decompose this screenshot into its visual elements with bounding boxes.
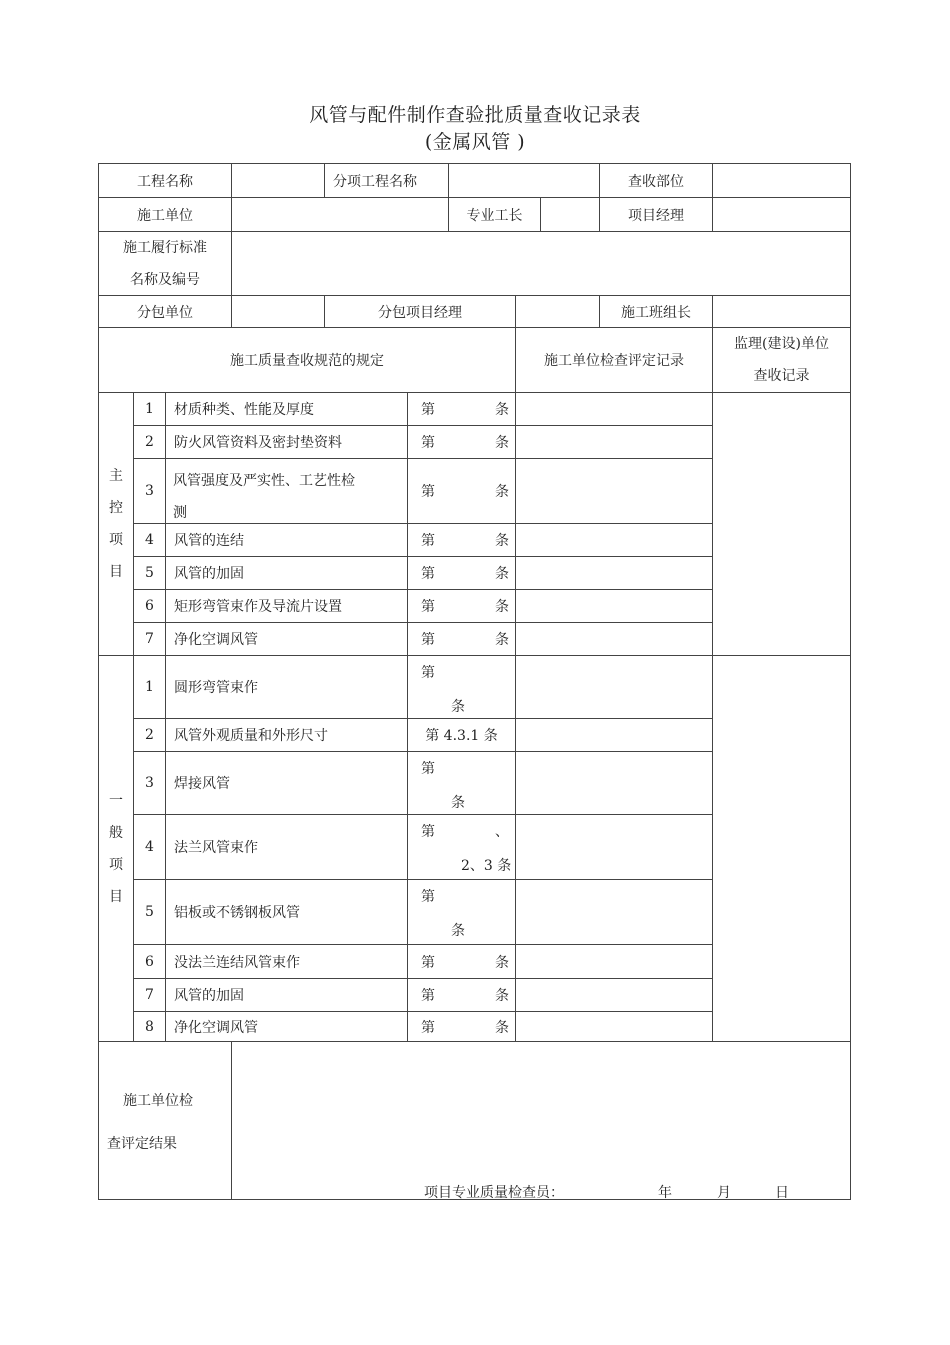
item-description: 净化空调风管 — [165, 1011, 408, 1042]
subcontract-unit-field[interactable] — [231, 295, 325, 328]
item-description: 风管的加固 — [165, 978, 408, 1012]
label-sub-project-name: 分项工程名称 — [324, 163, 449, 198]
item-clause-suffix: 条 — [495, 1019, 509, 1036]
item-number: 5 — [133, 556, 166, 590]
item-description: 矩形弯管束作及导流片设置 — [165, 589, 408, 623]
item-number: 2 — [133, 425, 166, 459]
item-clause-suffix: 条 — [495, 988, 509, 1004]
item-clause-prefix: 第 — [421, 889, 435, 905]
item-clause-line1 — [421, 886, 515, 906]
item-clause-prefix: 第 — [421, 484, 435, 500]
item-record-field[interactable] — [515, 458, 713, 524]
result-field[interactable] — [231, 1041, 851, 1200]
item-clause-suffix: 条 — [495, 632, 509, 648]
item-record-field[interactable] — [515, 589, 713, 623]
item-description: 净化空调风管 — [165, 622, 408, 656]
item-record-field[interactable] — [515, 622, 713, 656]
item-clause-prefix: 第 — [421, 566, 435, 582]
general-items-label — [98, 655, 134, 1042]
project-name-field[interactable] — [231, 163, 325, 198]
foreman-field[interactable] — [540, 197, 600, 232]
section-label-char: 目 — [109, 564, 123, 580]
standard-field[interactable] — [231, 231, 851, 296]
item-clause-line1 — [421, 821, 515, 841]
item-description-line1: 风管强度及严实性、工艺性检 — [173, 473, 355, 489]
item-clause-suffix: 条 — [451, 699, 465, 715]
item-record-field[interactable] — [515, 944, 713, 979]
label-project-manager: 项目经理 — [599, 197, 713, 232]
item-clause — [407, 944, 516, 979]
item-number: 6 — [133, 589, 166, 623]
item-description: 风管的加固 — [165, 556, 408, 590]
item-clause-suffix: 条 — [495, 566, 509, 582]
label-construction-unit: 施工单位 — [98, 197, 232, 232]
label-supervisor-line2: 查收记录 — [753, 368, 810, 384]
item-record-field[interactable] — [515, 814, 713, 880]
month-label: 月 — [717, 1185, 731, 1201]
label-unit-record: 施工单位检查评定记录 — [515, 327, 713, 393]
subcontract-manager-field[interactable] — [515, 295, 600, 328]
item-record-field[interactable] — [515, 523, 713, 557]
item-number: 1 — [133, 392, 166, 426]
sub-project-name-field[interactable] — [448, 163, 600, 198]
item-clause — [407, 523, 516, 557]
document-title: 风管与配件制作查验批质量查收记录表 — [309, 104, 641, 126]
item-number: 7 — [133, 622, 166, 656]
item-record-field[interactable] — [515, 1011, 713, 1042]
item-clause-prefix: 第 — [421, 761, 435, 777]
item-number: 4 — [133, 814, 166, 880]
main-items-label — [98, 392, 134, 656]
label-standard — [98, 231, 232, 296]
team-leader-field[interactable] — [712, 295, 851, 328]
item-number: 3 — [133, 751, 166, 815]
item-clause-prefix: 第 — [421, 533, 435, 549]
item-clause-suffix: 2、3 条 — [461, 858, 512, 874]
main-items-supervisor-field[interactable] — [712, 392, 851, 656]
year-label: 年 — [658, 1185, 672, 1201]
label-result — [98, 1041, 232, 1200]
item-number: 6 — [133, 944, 166, 979]
project-manager-field[interactable] — [712, 197, 851, 232]
item-description: 材质种类、性能及厚度 — [165, 392, 408, 426]
item-description: 风管外观质量和外形尺寸 — [165, 718, 408, 752]
item-clause — [407, 589, 516, 623]
item-clause-prefix: 第 — [421, 1019, 435, 1036]
document-subtitle: (金属风管 ) — [424, 131, 526, 153]
item-clause-suffix: 条 — [451, 795, 465, 811]
item-clause — [407, 1011, 516, 1042]
item-clause-prefix: 第 — [421, 435, 435, 451]
item-description-line2: 测 — [173, 505, 187, 521]
item-clause-prefix: 第 — [421, 402, 435, 418]
label-spec-rules: 施工质量查收规范的规定 — [98, 327, 516, 393]
section-label-char: 项 — [109, 532, 123, 548]
item-clause-prefix: 第 — [421, 599, 435, 615]
item-clause-line1 — [421, 758, 515, 778]
item-clause — [407, 814, 516, 880]
label-inspect-part: 查收部位 — [599, 163, 713, 198]
section-label-char: 控 — [109, 500, 123, 516]
item-number: 1 — [133, 655, 166, 719]
inspector-label: 项目专业质量检查员： — [424, 1185, 564, 1201]
item-clause-prefix: 第 — [421, 665, 435, 681]
item-clause — [407, 879, 516, 945]
label-subcontract-manager: 分包项目经理 — [324, 295, 516, 328]
section-label-char: 主 — [109, 468, 123, 484]
item-record-field[interactable] — [515, 879, 713, 945]
label-standard-line1: 施工履行标准 — [123, 239, 207, 256]
item-clause-suffix: 条 — [495, 402, 509, 418]
item-record-field[interactable] — [515, 425, 713, 459]
general-items-supervisor-field[interactable] — [712, 655, 851, 1042]
item-clause-suffix: 条 — [495, 533, 509, 549]
item-clause-suffix: 条 — [495, 599, 509, 615]
item-clause-prefix: 第 — [421, 632, 435, 648]
item-clause-suffix: 条 — [495, 484, 509, 500]
label-result-line1: 施工单位检 — [123, 1093, 193, 1109]
item-record-field[interactable] — [515, 751, 713, 815]
item-description: 防火风管资料及密封垫资料 — [165, 425, 408, 459]
item-number: 5 — [133, 879, 166, 945]
day-label: 日 — [775, 1185, 789, 1201]
item-clause-suffix: 条 — [495, 435, 509, 451]
item-description: 法兰风管束作 — [165, 814, 408, 880]
item-clause: 第 4.3.1 条 — [407, 718, 516, 752]
item-clause-prefix: 第 — [421, 954, 435, 971]
item-clause — [407, 655, 516, 719]
item-number: 4 — [133, 523, 166, 557]
item-number: 3 — [133, 458, 166, 524]
item-clause-suffix: 条 — [495, 954, 509, 971]
item-clause — [407, 458, 516, 524]
item-clause — [407, 622, 516, 656]
label-supervisor-record — [712, 327, 851, 393]
item-clause — [407, 751, 516, 815]
item-clause-line1 — [421, 662, 515, 682]
item-clause-prefix: 第 — [421, 988, 435, 1004]
label-project-name: 工程名称 — [98, 163, 232, 198]
item-description: 铝板或不锈钢板风管 — [165, 879, 408, 945]
item-description — [165, 458, 408, 524]
section-label-char: 项 — [109, 856, 123, 873]
item-record-field[interactable] — [515, 655, 713, 719]
item-description: 圆形弯管束作 — [165, 655, 408, 719]
section-label-char: 目 — [109, 888, 123, 905]
item-clause-suffix: 条 — [451, 923, 465, 939]
item-clause — [407, 392, 516, 426]
section-label-char: 般 — [109, 824, 123, 841]
construction-unit-field[interactable] — [231, 197, 449, 232]
label-result-line2: 查评定结果 — [107, 1136, 177, 1152]
item-clause-sep: 、 — [495, 824, 509, 840]
item-record-field[interactable] — [515, 556, 713, 590]
item-number: 8 — [133, 1011, 166, 1042]
item-description: 焊接风管 — [165, 751, 408, 815]
item-clause — [407, 978, 516, 1012]
inspect-part-field[interactable] — [712, 163, 851, 198]
label-subcontract-unit: 分包单位 — [98, 295, 232, 328]
item-description: 没法兰连结风管束作 — [165, 944, 408, 979]
item-record-field[interactable] — [515, 978, 713, 1012]
item-record-field[interactable] — [515, 718, 713, 752]
item-clause — [407, 556, 516, 590]
item-clause-prefix: 第 — [421, 824, 435, 840]
label-foreman: 专业工长 — [448, 197, 541, 232]
item-clause — [407, 425, 516, 459]
label-supervisor-line1: 监理(建设)单位 — [734, 336, 829, 352]
item-number: 2 — [133, 718, 166, 752]
item-description: 风管的连结 — [165, 523, 408, 557]
item-number: 7 — [133, 978, 166, 1012]
label-team-leader: 施工班组长 — [599, 295, 713, 328]
section-label-char: 一 — [109, 792, 123, 809]
item-record-field[interactable] — [515, 392, 713, 426]
label-standard-line2: 名称及编号 — [130, 271, 200, 288]
